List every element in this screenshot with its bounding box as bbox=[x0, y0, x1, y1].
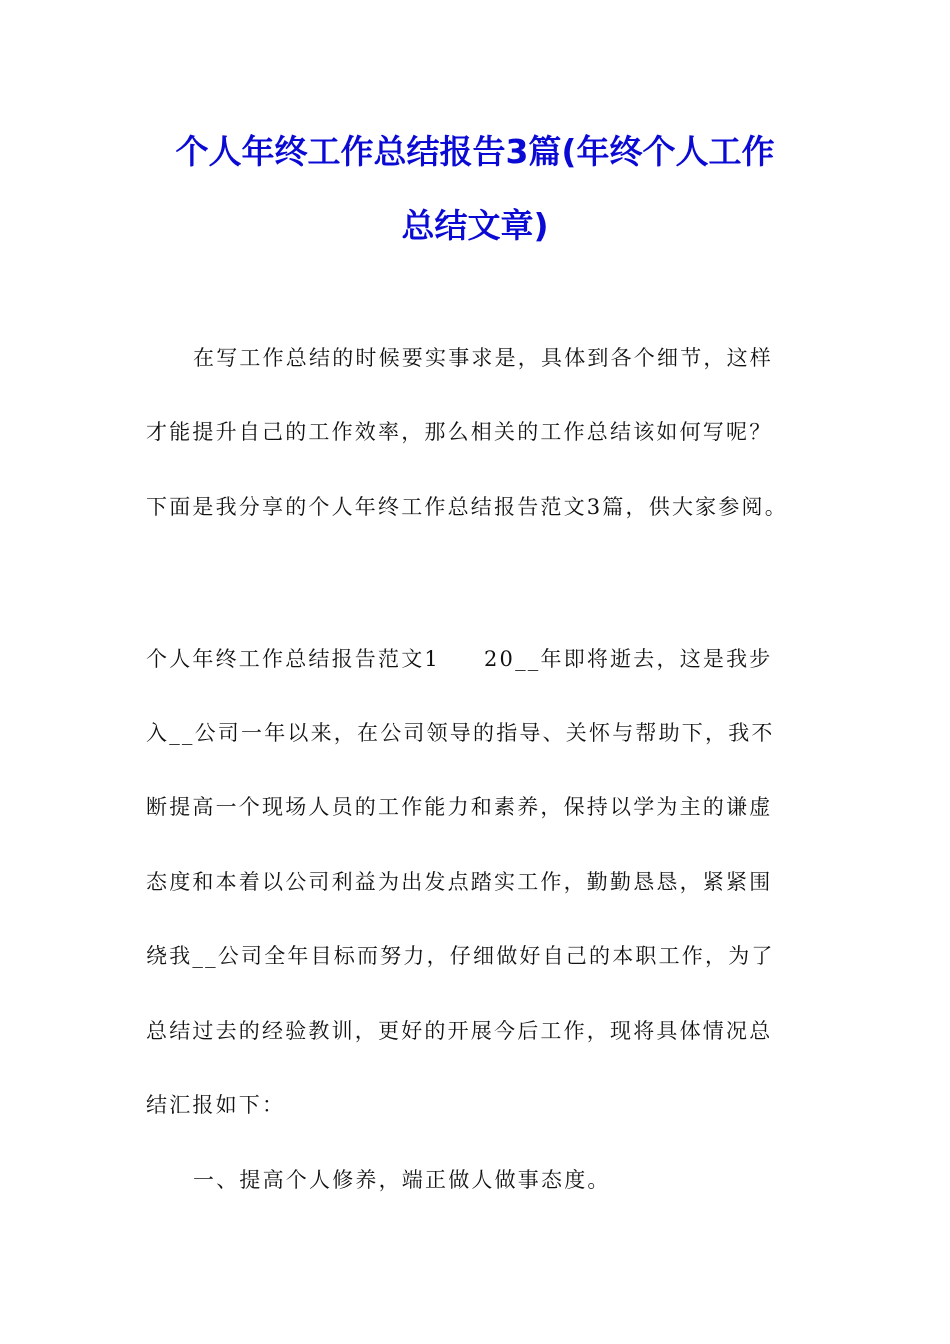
document-title-line-1: 个人年终工作总结报告3篇(年终个人工作 bbox=[175, 132, 775, 171]
intro-line-2: 才能提升自己的工作效率，那么相关的工作总结该如何写呢？ bbox=[146, 420, 773, 444]
body-line-5: 总结过去的经验教训，更好的开展今后工作，现将具体情况总 bbox=[146, 1019, 773, 1043]
section-heading-1: 一、提高个人修养，端正做人做事态度。 bbox=[193, 1168, 611, 1192]
intro-line-1: 在写工作总结的时候要实事求是，具体到各个细节，这样 bbox=[193, 346, 773, 370]
section-label: 个人年终工作总结报告范文1 bbox=[146, 647, 440, 671]
body-line-6: 结汇报如下： bbox=[146, 1093, 286, 1117]
section-first-line bbox=[146, 644, 773, 674]
section-lead: 20__年即将逝去，这是我步 bbox=[483, 647, 773, 671]
body-line-2: 断提高一个现场人员的工作能力和素养，保持以学为主的谦虚 bbox=[146, 795, 773, 819]
body-line-4: 绕我__公司全年目标而努力，仔细做好自己的本职工作，为了 bbox=[146, 944, 775, 968]
body-line-1: 入__公司一年以来，在公司领导的指导、关怀与帮助下，我不 bbox=[146, 721, 775, 745]
intro-line-3: 下面是我分享的个人年终工作总结报告范文3篇，供大家参阅。 bbox=[146, 495, 788, 519]
document-title-line-2: 总结文章) bbox=[401, 206, 549, 245]
body-line-3: 态度和本着以公司利益为出发点踏实工作，勤勤恳恳，紧紧围 bbox=[146, 870, 773, 894]
